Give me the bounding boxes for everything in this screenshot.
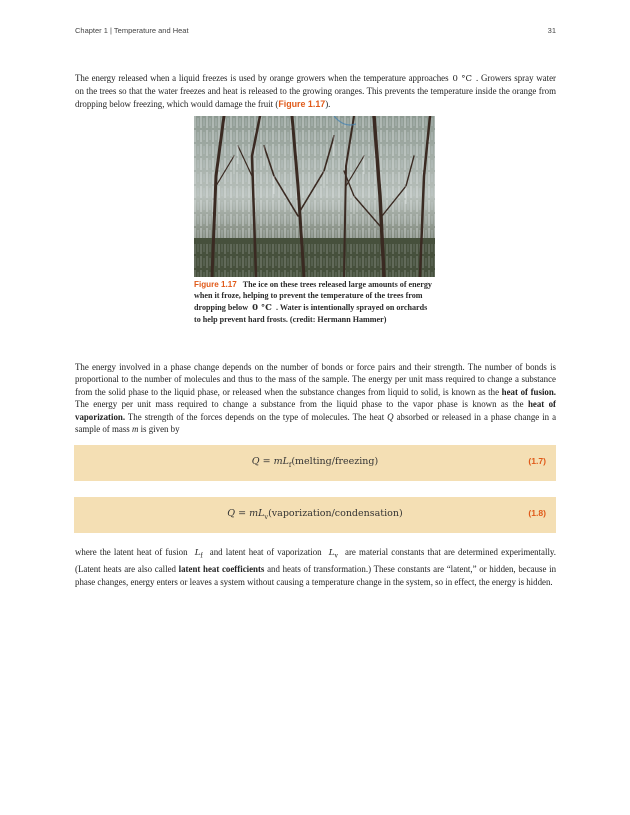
equation-1-8 [74, 497, 556, 533]
equation-1-7 [74, 445, 556, 481]
equation-condition: (vaporization/condensation) [268, 508, 403, 519]
symbol-subscript: v [334, 552, 338, 560]
equation-subscript: f [288, 460, 292, 469]
term-heat-of-vaporization: heat of vaporization. [75, 399, 557, 422]
symbol-subscript: f [200, 552, 203, 560]
equals-sign: = [235, 508, 250, 519]
equation-mass: m [273, 456, 283, 467]
page-number: 31 [547, 26, 556, 35]
equation-lhs: Q [251, 456, 260, 467]
equals-sign: = [259, 456, 274, 467]
text-run: The energy per unit mass required to change a substance from the liquid phase to the vapor phase is known as the [75, 399, 524, 410]
symbol-lf [195, 548, 203, 558]
chapter-title: Chapter 1 | Temperature and Heat [75, 26, 189, 35]
text-run: The energy released when a liquid freezes is used by orange growers when the temperature approaches [75, 73, 449, 83]
symbol-lv [329, 548, 338, 558]
paragraph-orange-growers [75, 72, 556, 110]
variable-q: Q [387, 411, 394, 422]
math-zero-celsius: 0 °C [452, 74, 472, 84]
equation-subscript: v [264, 512, 269, 521]
figure-1-17-link[interactable]: Figure 1.17 [278, 98, 326, 109]
equation-formula [74, 508, 556, 521]
caption-text: The ice on these trees released large amounts of energy when it froze, helping to prevent the temperature of the trees from dropping below [194, 280, 432, 312]
text-run: ). [325, 98, 331, 109]
figure-ice-trees-photo [194, 116, 435, 277]
text-run: and latent heat of vaporization [209, 547, 322, 557]
math-zero-celsius: 0 °C [252, 302, 272, 313]
text-run: is given by [140, 424, 180, 435]
text-run: The energy involved in a phase change depends on the number of bonds or force pairs and their strength. The number of bonds is proportional to the number of molecules and thus to the mass of the sample. The energy per unit mass required to change a substance from the solid phase to the liquid phase, or released when the substance changes from liquid to solid, is known as the [75, 362, 556, 397]
figure-caption [194, 279, 435, 326]
equation-mass: m [249, 508, 259, 519]
symbol-l: L [194, 548, 201, 558]
text-run: and heats of transformation.) These constants are “latent,” or hidden, because in phase changes, energy enters or leaves a system without causing a temperature change in the system, so in effect, the energy is hidden. [75, 564, 557, 588]
paragraph-phase-change [75, 361, 556, 435]
text-run: absorbed or released in a phase change in a sample of mass [75, 411, 557, 435]
equation-latent-heat: L [258, 508, 265, 519]
equation-latent-heat: L [282, 456, 289, 467]
equation-condition: (melting/freezing) [291, 456, 379, 467]
equation-formula [74, 456, 556, 469]
term-latent-heat-coefficients: latent heat coefficients [178, 564, 265, 575]
ice-trees-illustration [194, 116, 435, 277]
equation-number: (1.7) [528, 456, 546, 466]
page-header [75, 26, 556, 38]
term-heat-of-fusion: heat of fusion. [501, 386, 557, 397]
text-run: . Growers spray water on the trees so that the water freezes and heat is released to the growing oranges. This prevents the temperature inside the orange from dropping below freezing, which would damage the fruit ( [75, 73, 556, 109]
variable-m: m [131, 424, 139, 435]
equation-lhs: Q [227, 508, 236, 519]
figure-label: Figure 1.17 [194, 280, 237, 289]
equation-number: (1.8) [528, 508, 546, 518]
paragraph-latent-heat [75, 546, 556, 589]
text-run: where the latent heat of fusion [75, 547, 188, 557]
text-run: The strength of the forces depends on the type of molecules. The heat [127, 411, 385, 422]
symbol-l: L [328, 548, 335, 558]
text-run: are material constants that are determined experimentally. (Latent heats are also called [75, 547, 557, 575]
caption-text: . Water is intentionally sprayed on orchards to help prevent hard frosts. (credit: Hermann Hammer) [194, 302, 428, 325]
